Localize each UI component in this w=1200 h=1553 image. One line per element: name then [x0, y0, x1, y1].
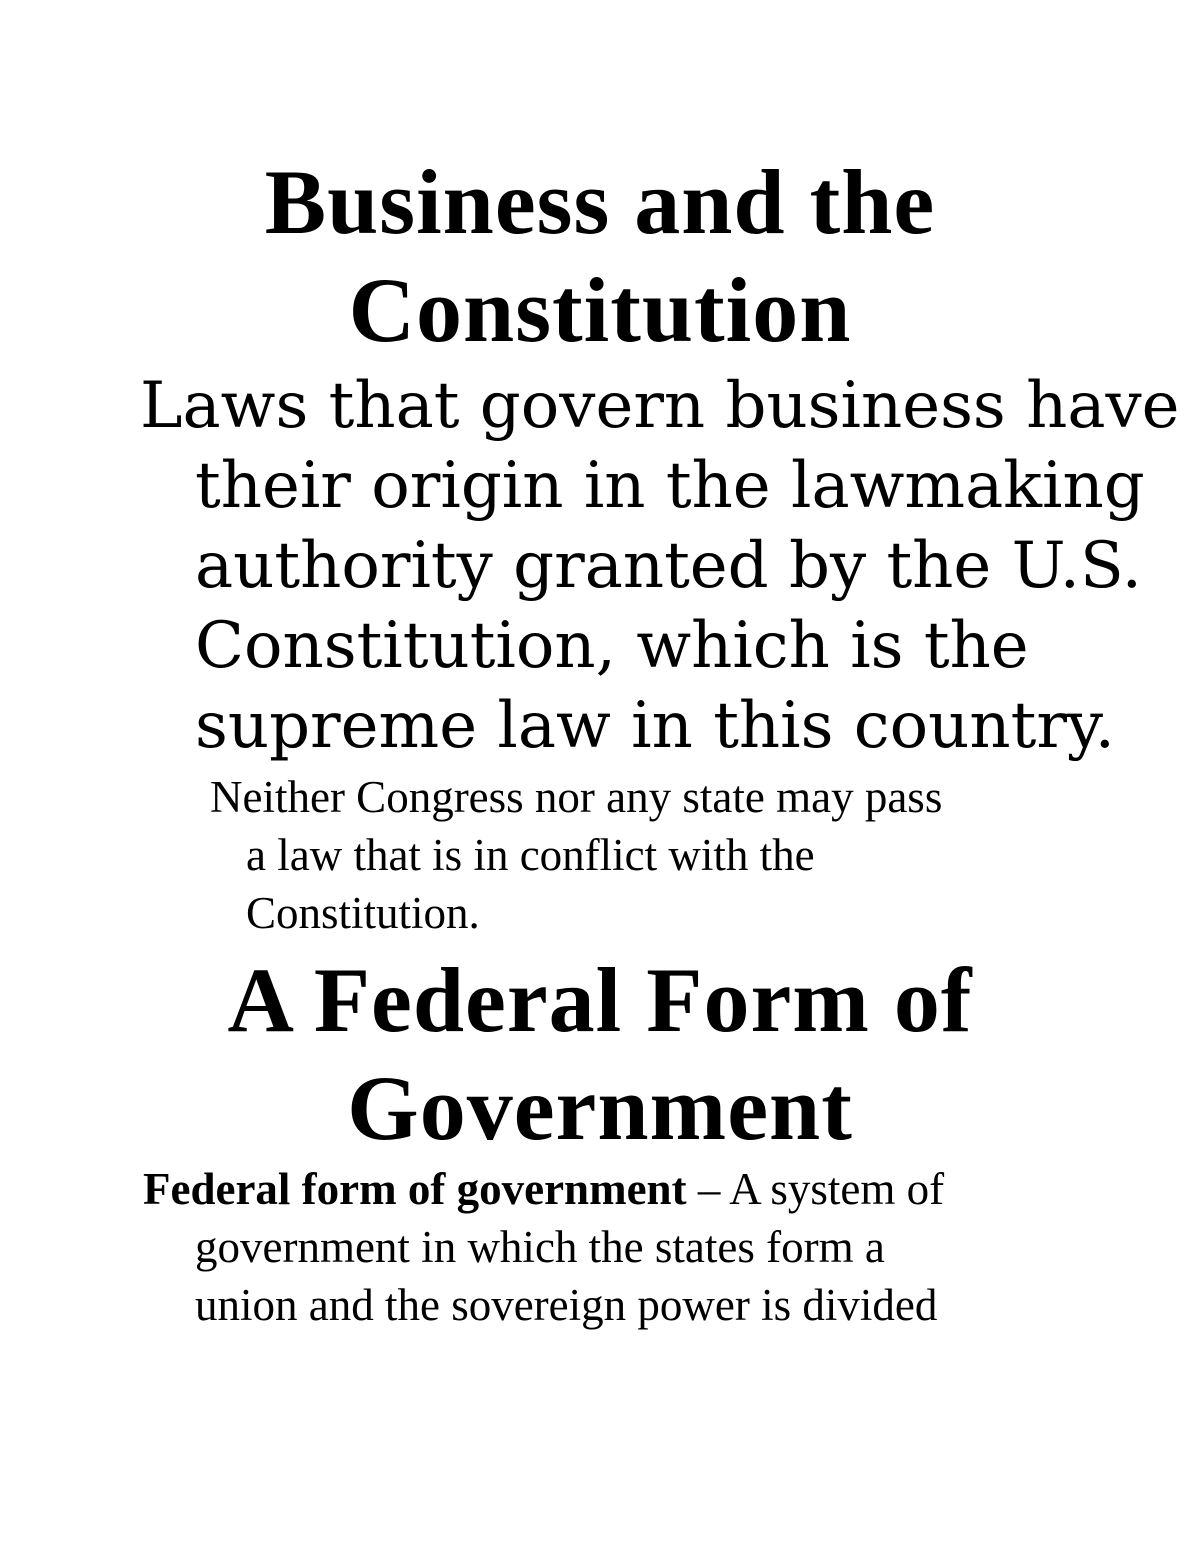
paragraph-line: Laws that govern business have: [140, 369, 1180, 443]
paragraph-line: a law that is in conflict with the: [246, 830, 815, 880]
definition-text: A system of: [729, 1164, 945, 1214]
definition-separator: –: [686, 1164, 730, 1214]
heading-business-constitution-line1: Business and the: [264, 151, 936, 253]
definition-first-line: [143, 1160, 944, 1218]
paragraph-line: their origin in the lawmaking: [195, 449, 1145, 523]
paragraph-line: Constitution, which is the: [195, 609, 1029, 683]
heading-federal-form-line2: Government: [347, 1057, 853, 1159]
paragraph-line: authority granted by the U.S.: [195, 529, 1142, 603]
paragraph-line: Constitution.: [246, 888, 480, 938]
definition-line: union and the sovereign power is divided: [195, 1280, 938, 1330]
heading-federal-form-line1: A Federal Form of: [227, 949, 973, 1051]
paragraph-line: supreme law in this country.: [195, 689, 1115, 763]
definition-term: Federal form of government: [143, 1164, 687, 1214]
heading-business-constitution-line2: Constitution: [348, 259, 852, 361]
paragraph-line: Neither Congress nor any state may pass: [210, 772, 943, 822]
definition-line: government in which the states form a: [195, 1222, 885, 1272]
